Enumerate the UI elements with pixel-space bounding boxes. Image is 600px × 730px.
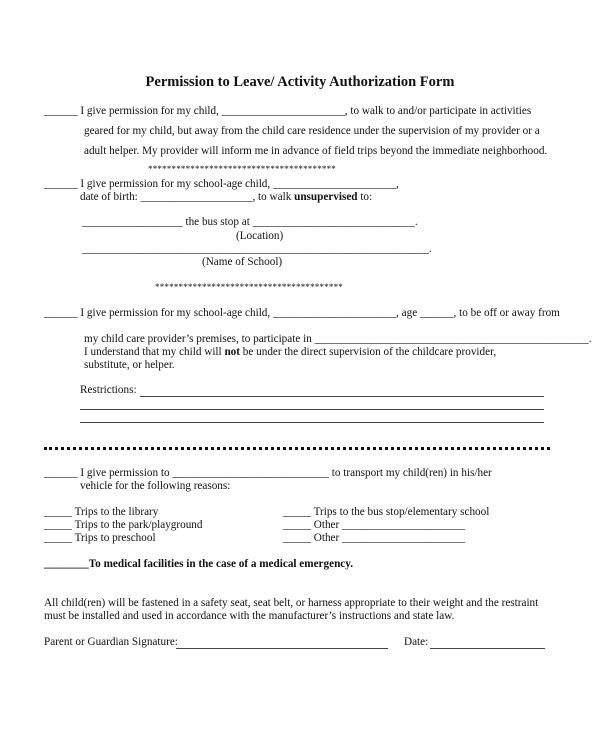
section4-line1: ______ I give permission to ____________________________ to transport my child(ren) in his/her: [44, 467, 492, 479]
option-trips-library: _____ Trips to the library: [44, 506, 159, 518]
section1-line2: geared for my child, but away from the child care residence under the supervision of my provider or a: [84, 125, 540, 137]
option-trips-preschool: _____ Trips to preschool: [44, 532, 156, 544]
divider-stars-1: ****************************************: [148, 164, 336, 174]
divider-stars-2: ****************************************: [155, 282, 343, 292]
medical-emergency-line: ________To medical facilities in the case of a medical emergency.: [44, 558, 354, 570]
option-other-1: _____ Other ______________________: [283, 519, 466, 531]
section2-line2-post: to:: [357, 191, 373, 203]
location-caption: (Location): [236, 230, 284, 242]
safety-statement-line1: All child(ren) will be fastened in a safety seat, seat belt, or harness appropriate to their weight and the restraint: [44, 597, 539, 609]
section3-line1: ______ I give permission for my school-age child, ______________________, age ______, to be off or away from: [44, 307, 560, 319]
option-other-2: _____ Other ______________________: [283, 532, 466, 544]
option-trips-bus-stop: _____ Trips to the bus stop/elementary school: [283, 506, 490, 518]
restrictions-line-1[interactable]: [140, 396, 544, 397]
section3-line3: [84, 346, 496, 359]
restrictions-label: Restrictions:: [80, 384, 137, 396]
section2-line2: [80, 191, 372, 204]
section3-line3-post: be under the direct supervision of the childcare provider,: [240, 346, 497, 358]
section1-line3: adult helper. My provider will inform me in advance of field trips beyond the immediate neighborhood.: [84, 145, 548, 157]
option-trips-park: _____ Trips to the park/playground: [44, 519, 203, 531]
date-label: Date:: [404, 636, 429, 648]
section2-bus-stop-line: __________________ the bus stop at _____________________________.: [82, 216, 418, 228]
form-title: Permission to Leave/ Activity Authorization Form: [145, 74, 455, 90]
section3-line2: my child care provider’s premises, to participate in _________________________________________________.: [84, 333, 592, 345]
signature-line[interactable]: [176, 648, 388, 649]
restrictions-line-3[interactable]: [80, 422, 544, 423]
section3-line3-pre: I understand that my child will: [84, 346, 225, 358]
restrictions-line-2[interactable]: [80, 409, 544, 410]
date-line[interactable]: [430, 648, 545, 649]
not-emphasis: not: [224, 346, 240, 358]
section-separator: [44, 447, 550, 450]
section4-line2: vehicle for the following reasons:: [80, 480, 231, 492]
unsupervised-emphasis: unsupervised: [294, 191, 358, 203]
section1-line1: ______ I give permission for my child, ______________________, to walk to and/or participate in activities: [44, 105, 532, 117]
section2-line2-pre: date of birth: ____________________, to walk: [80, 191, 295, 203]
section2-school-line: ______________________________________________________________.: [82, 243, 432, 255]
safety-statement-line2: must be installed and used in accordance with the manufacturer’s instructions and state law.: [44, 610, 455, 622]
section2-line1: ______ I give permission for my school-age child, ______________________,: [44, 178, 399, 190]
signature-label: Parent or Guardian Signature:: [44, 636, 178, 648]
school-name-caption: (Name of School): [202, 256, 283, 268]
section3-line4: substitute, or helper.: [84, 359, 175, 371]
